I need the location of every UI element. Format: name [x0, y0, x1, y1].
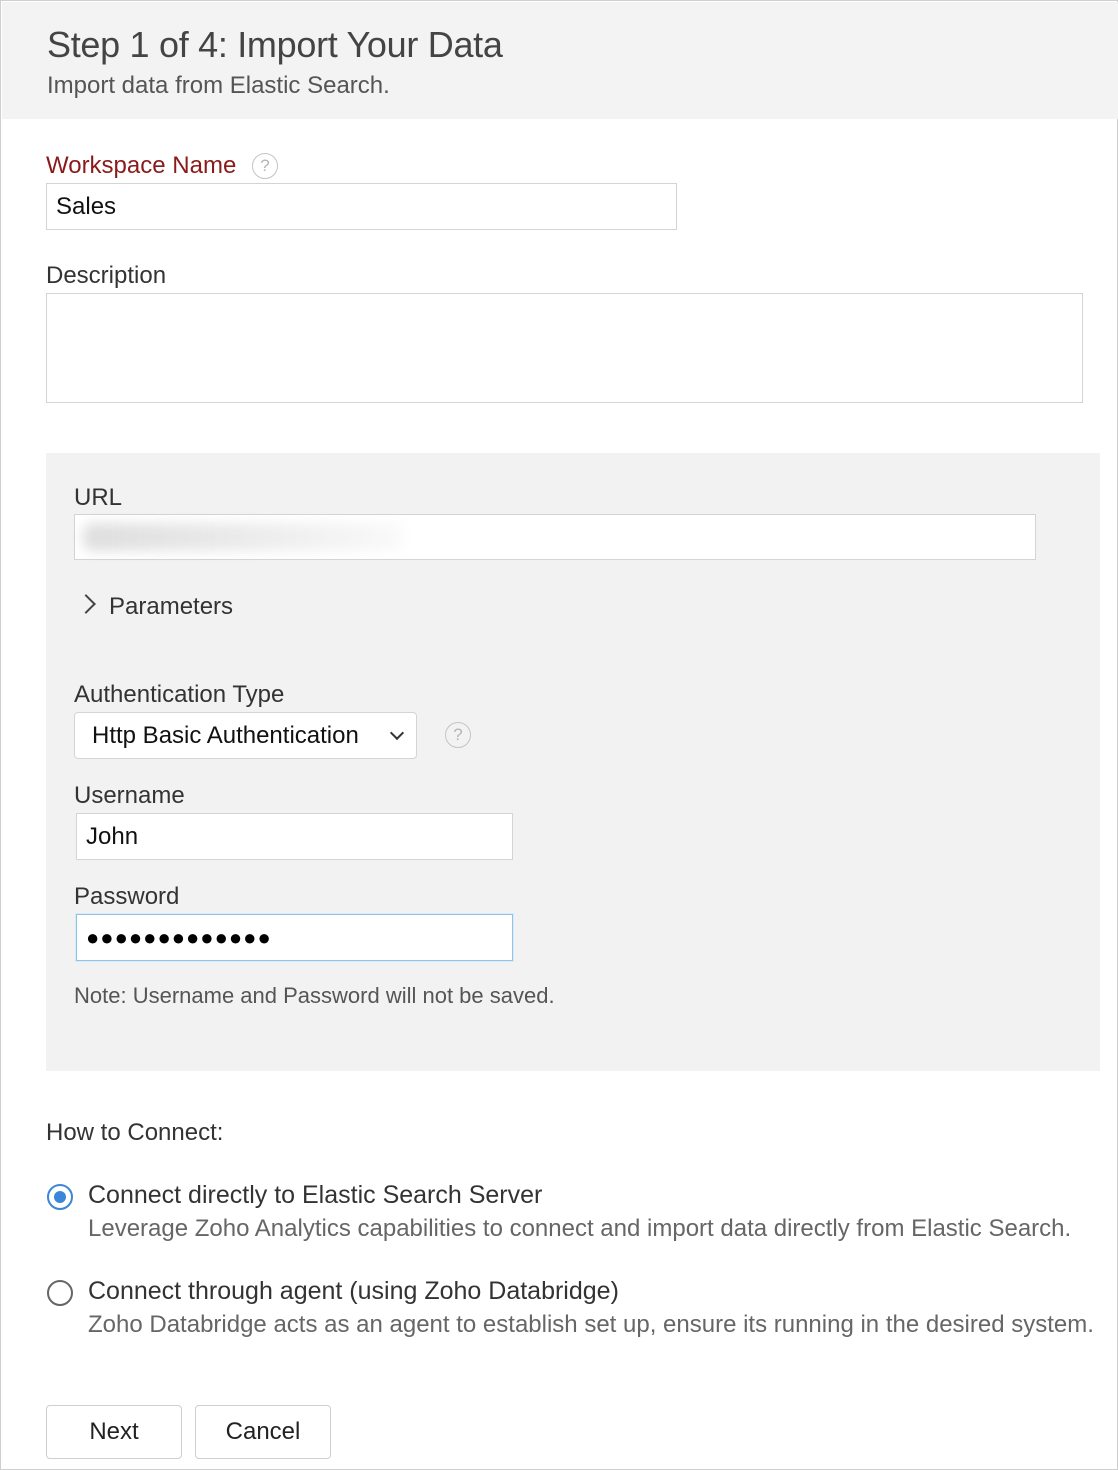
- workspace-name-label: Workspace Name: [46, 152, 237, 179]
- password-label: Password: [74, 883, 180, 910]
- next-button[interactable]: Next: [46, 1405, 182, 1459]
- redacted-url-value: [83, 523, 403, 551]
- workspace-name-value: Sales: [56, 192, 117, 220]
- parameters-toggle[interactable]: Parameters: [109, 593, 234, 620]
- page-title: Step 1 of 4: Import Your Data: [47, 24, 503, 65]
- page-subtitle: Import data from Elastic Search.: [47, 72, 390, 99]
- password-input[interactable]: [76, 914, 513, 961]
- connect-direct-title[interactable]: Connect directly to Elastic Search Server: [88, 1181, 543, 1209]
- chevron-down-icon: [390, 726, 404, 740]
- url-label: URL: [74, 484, 123, 511]
- authentication-type-select[interactable]: [74, 712, 417, 759]
- help-icon[interactable]: ?: [252, 153, 278, 179]
- how-to-connect-label: How to Connect:: [46, 1119, 224, 1146]
- credentials-note: Note: Username and Password will not be saved.: [74, 983, 555, 1008]
- connect-direct-description: Leverage Zoho Analytics capabilities to connect and import data directly from Elastic Search.: [88, 1215, 1072, 1242]
- authentication-type-label: Authentication Type: [74, 681, 285, 708]
- connect-agent-description: Zoho Databridge acts as an agent to establish set up, ensure its running in the desired system.: [88, 1311, 1094, 1338]
- password-masked-value: ●●●●●●●●●●●●●: [86, 924, 272, 950]
- username-input[interactable]: [76, 813, 513, 860]
- wizard-header: [2, 2, 1118, 119]
- description-textarea[interactable]: [46, 293, 1083, 403]
- connect-direct-radio[interactable]: [47, 1184, 73, 1210]
- connect-agent-title[interactable]: Connect through agent (using Zoho Databridge): [88, 1277, 619, 1305]
- username-value: John: [86, 822, 139, 850]
- description-label: Description: [46, 262, 167, 289]
- workspace-name-input[interactable]: [46, 183, 677, 230]
- cancel-button[interactable]: Cancel: [195, 1405, 331, 1459]
- help-icon[interactable]: ?: [445, 722, 471, 748]
- authentication-type-value: Http Basic Authentication: [92, 721, 359, 749]
- url-input[interactable]: [74, 514, 1036, 560]
- username-label: Username: [74, 782, 185, 809]
- connect-agent-radio[interactable]: [47, 1280, 73, 1306]
